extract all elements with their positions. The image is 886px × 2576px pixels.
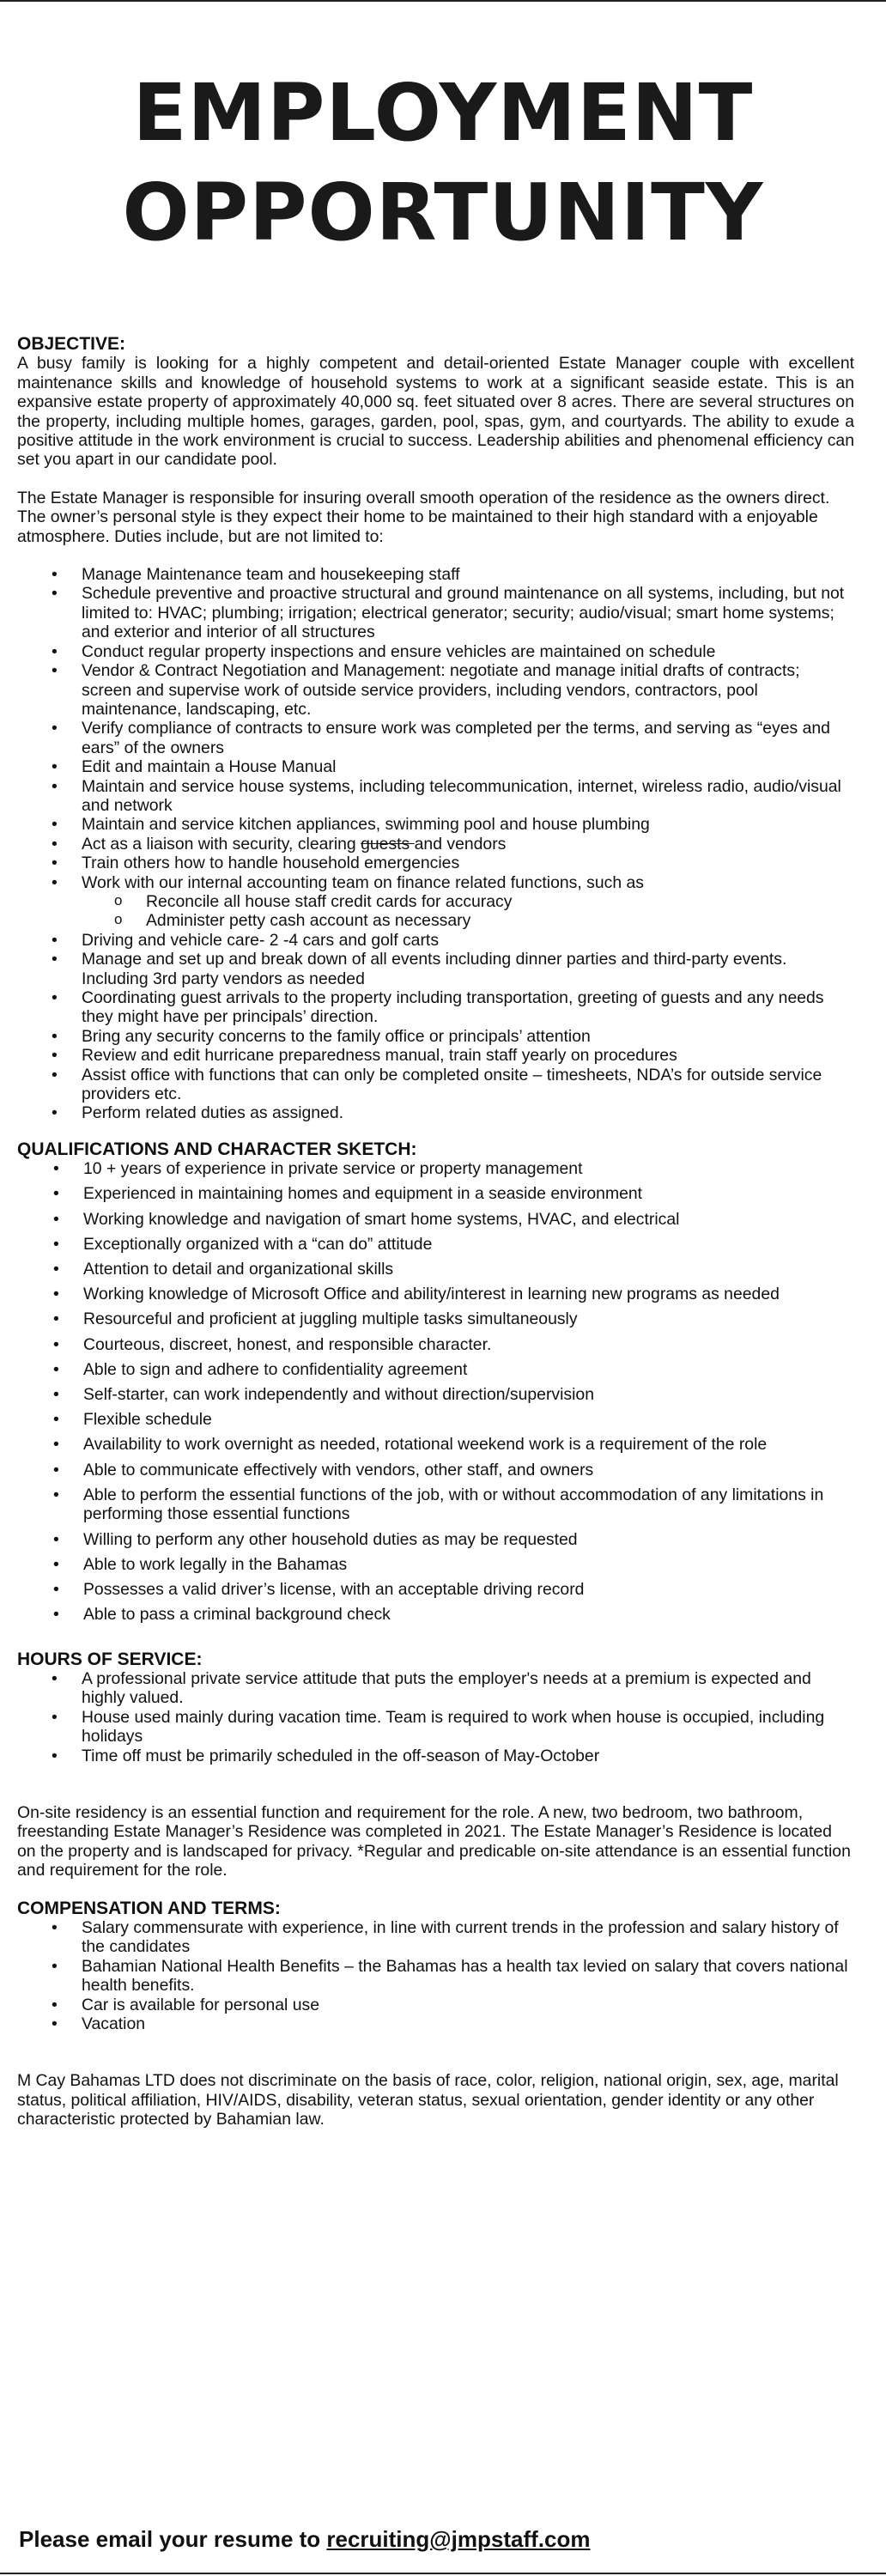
liaison-suffix: and vendors	[414, 834, 507, 854]
qualifications-heading: QUALIFICATIONS AND CHARACTER SKETCH:	[17, 1139, 417, 1159]
document-body	[17, 335, 854, 2129]
list-item: • Manage Maintenance team and housekeeping staff	[17, 565, 854, 584]
list-item: • Able to perform the essential functions of the job, with or without accommodation of any limitations in performing those essential functions	[17, 1485, 854, 1524]
list-item	[17, 835, 854, 854]
compensation-list	[17, 1918, 854, 2033]
recruiting-email-link[interactable]: recruiting@jmpstaff.com	[326, 2526, 591, 2552]
list-item: • Willing to perform any other household duties as may be requested	[17, 1530, 854, 1549]
list-item: • Train others how to handle household emergencies	[17, 854, 854, 872]
list-item: • Perform related duties as assigned.	[17, 1103, 854, 1122]
list-item: • Review and edit hurricane preparedness manual, train staff yearly on procedures	[17, 1046, 854, 1065]
sub-list-item: o Reconcile all house staff credit cards for accuracy	[17, 892, 854, 911]
list-item: • Bahamian National Health Benefits – the Bahamas has a health tax levied on salary that covers national health benefits.	[17, 1957, 854, 1996]
list-item: • Vacation	[17, 2014, 854, 2033]
list-item: • Attention to detail and organizational skills	[17, 1260, 854, 1279]
hours-list	[17, 1669, 854, 1765]
list-item: • Working knowledge and navigation of smart home systems, HVAC, and electrical	[17, 1210, 854, 1229]
list-item: • Bring any security concerns to the family office or principals’ attention	[17, 1027, 854, 1046]
duties-list	[17, 565, 854, 1123]
list-item: • Edit and maintain a House Manual	[17, 757, 854, 776]
list-item: • Coordinating guest arrivals to the property including transportation, greeting of guests and any needs they might have per principals’ direction.	[17, 988, 854, 1027]
list-item: • Time off must be primarily scheduled in the off-season of May-October	[17, 1747, 854, 1765]
list-item: • Car is available for personal use	[17, 1996, 854, 2014]
list-item: • Salary commensurate with experience, in line with current trends in the profession and salary history of the candidates	[17, 1918, 854, 1957]
residency-paragraph: On-site residency is an essential function and requirement for the role. A new, two bedroom, two bathroom, freestanding Estate Manager’s Residence was completed in 2021. The Estate Manager’s Residence is located on the property and is landscaped for privacy. *Regular and predicable on-site attendance is an essential function and requirement for the role.	[17, 1802, 851, 1880]
list-item: • Self-starter, can work independently and without direction/supervision	[17, 1385, 854, 1404]
list-item: • Able to communicate effectively with vendors, other staff, and owners	[17, 1461, 854, 1479]
list-item: • Verify compliance of contracts to ensure work was completed per the terms, and serving as “eyes and ears” of the owners	[17, 719, 854, 757]
list-item: • 10 + years of experience in private service or property management	[17, 1159, 854, 1178]
estate-manager-paragraph: The Estate Manager is responsible for insuring overall smooth operation of the residence as the owners direct. The owner’s personal style is they expect their home to be maintained to their high standard with a enjoyable atmosphere. Duties include, but are not limited to:	[17, 488, 830, 546]
list-item: • Able to sign and adhere to confidentiality agreement	[17, 1360, 854, 1379]
list-item: • Maintain and service kitchen appliances, swimming pool and house plumbing	[17, 815, 854, 834]
list-item: • Resourceful and proficient at juggling multiple tasks simultaneously	[17, 1309, 854, 1328]
list-item: • House used mainly during vacation time. Team is required to work when house is occupied, including holidays	[17, 1708, 854, 1747]
list-item: • Courteous, discreet, honest, and responsible character.	[17, 1335, 854, 1354]
objective-heading: OBJECTIVE:	[17, 334, 126, 354]
list-item: • A professional private service attitude that puts the employer's needs at a premium is expected and highly valued.	[17, 1669, 854, 1708]
list-item: • Work with our internal accounting team on finance related functions, such as	[17, 873, 854, 892]
list-item: • Maintain and service house systems, including telecommunication, internet, wireless radio, audio/visual and network	[17, 777, 854, 816]
hours-heading: HOURS OF SERVICE:	[17, 1649, 203, 1669]
list-item: • Vendor & Contract Negotiation and Management: negotiate and manage initial drafts of contracts; screen and supervise work of outside service providers, including vendors, contractors, pool maintenance, landscaping, etc.	[17, 661, 854, 719]
list-item: • Possesses a valid driver’s license, with an acceptable driving record	[17, 1580, 854, 1599]
list-item: • Assist office with functions that can only be completed onsite – timesheets, NDA’s for outside service providers etc.	[17, 1066, 854, 1104]
list-item: • Exceptionally organized with a “can do” attitude	[17, 1235, 854, 1254]
objective-paragraph: A busy family is looking for a highly competent and detail-oriented Estate Manager couple with excellent maintenance skills and knowledge of household systems to work at a significant seaside estate. This is an expansive estate property of approximately 40,000 sq. feet situated over 8 acres. There are several structures on the property, including multiple homes, garages, garden, pool, spas, gym, and courtyards. The ability to exude a positive attitude in the work environment is crucial to success. Leadership abilities and phenomenal efficiency can set you apart in our candidate pool.	[17, 354, 854, 470]
list-item: • Experienced in maintaining homes and equipment in a seaside environment	[17, 1184, 854, 1203]
list-item: • Able to work legally in the Bahamas	[17, 1555, 854, 1574]
eeo-statement: M Cay Bahamas LTD does not discriminate on the basis of race, color, religion, national origin, sex, age, marital status, political affiliation, HIV/AIDS, disability, veteran status, sexual orientation, gender identity or any other characteristic protected by Bahamian law.	[17, 2071, 839, 2129]
list-item: • Able to pass a criminal background check	[17, 1605, 854, 1624]
title-line-2: OPPORTUNITY	[122, 167, 764, 258]
list-item: • Availability to work overnight as needed, rotational weekend work is a requirement of the role	[17, 1435, 854, 1454]
liaison-text: Act as a liaison with security, clearing	[82, 834, 361, 854]
struck-text: guests	[361, 834, 415, 854]
title-line-1: EMPLOYMENT	[132, 67, 754, 159]
list-item: • Flexible schedule	[17, 1410, 854, 1429]
list-item: • Working knowledge of Microsoft Office and ability/interest in learning new programs as needed	[17, 1285, 854, 1303]
qualifications-list	[17, 1159, 854, 1624]
list-item: • Manage and set up and break down of all events including dinner parties and third-party events. Including 3rd party vendors as needed	[17, 950, 854, 988]
bottom-border	[0, 2573, 886, 2574]
email-cta	[19, 2526, 590, 2553]
compensation-heading: COMPENSATION AND TERMS:	[17, 1898, 281, 1918]
list-item: • Conduct regular property inspections and ensure vehicles are maintained on schedule	[17, 642, 854, 661]
list-item: • Schedule preventive and proactive structural and ground maintenance on all systems, including, but not limited to: HVAC; plumbing; irrigation; electrical generator; security; audio/visual; smart home systems; and exterior and interior of all structures	[17, 584, 854, 641]
email-cta-text: Please email your resume to	[19, 2526, 327, 2552]
sub-list-item: o Administer petty cash account as necessary	[17, 911, 854, 930]
top-border	[0, 0, 886, 2]
list-item: • Driving and vehicle care- 2 -4 cars and golf carts	[17, 931, 854, 950]
